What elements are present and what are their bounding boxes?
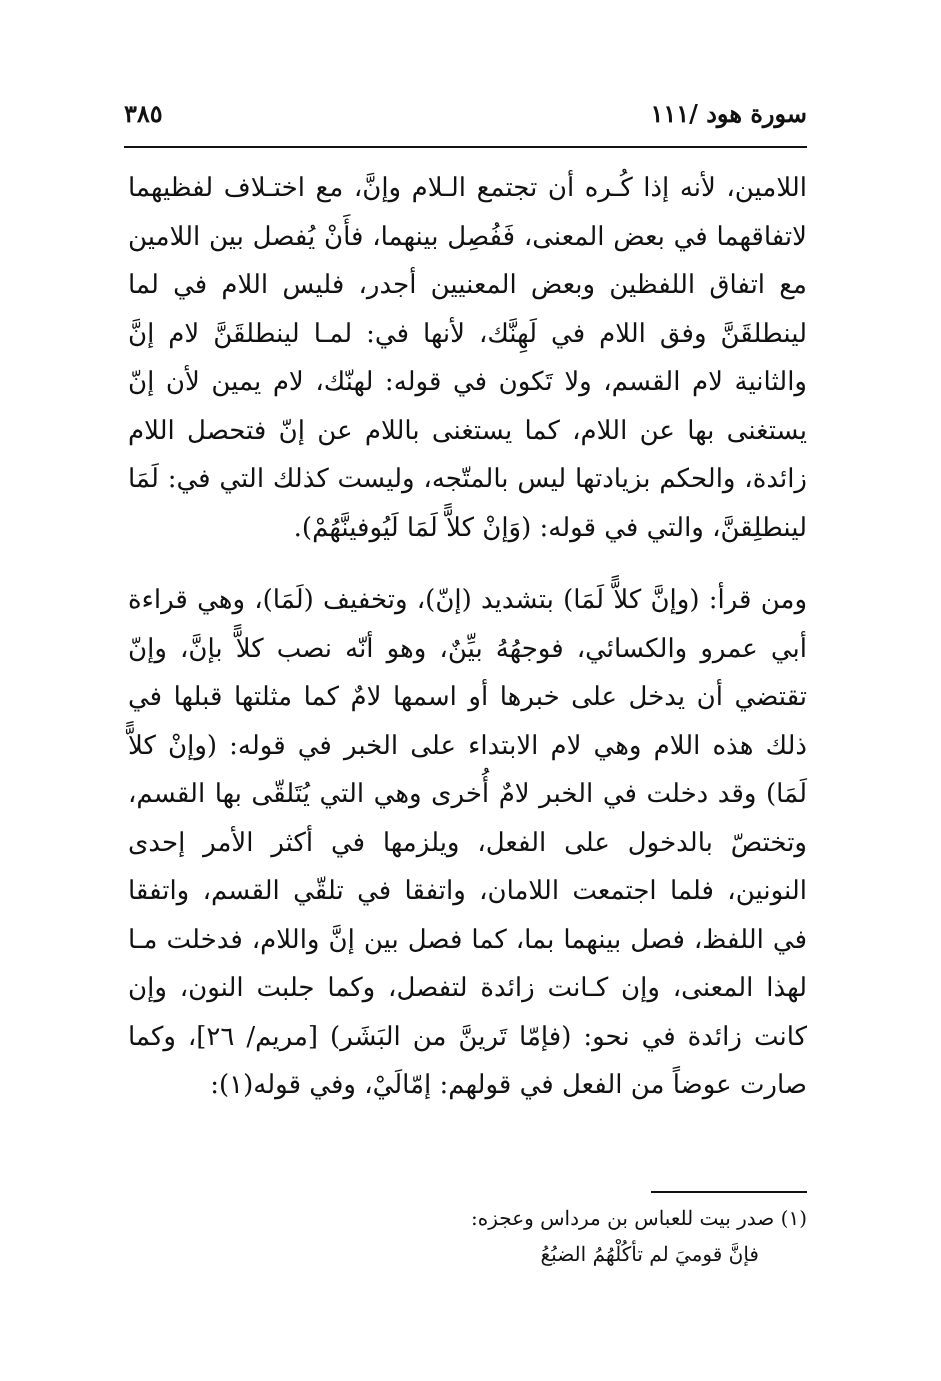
main-text bbox=[128, 164, 807, 1110]
footnote-verse: فإنَّ قوميَ لم تأكُلْهُمُ الضبُعُ bbox=[540, 1242, 759, 1266]
page-number: ٣٨٥ bbox=[124, 98, 163, 128]
page-header bbox=[124, 92, 807, 134]
footnote-text: (١) صدر بيت للعباس بن مرداس وعجزه: bbox=[471, 1206, 807, 1230]
footnote-block bbox=[128, 1200, 807, 1272]
header-divider bbox=[124, 146, 807, 148]
paragraph-1: اللامين، لأنه إذا كُـره أن تجتمع الـلام وإنَّ، مع اختـلاف لفظيهما لاتفاقهما في بعض المعنى، فَفُصِل بينهما، فأَنْ يُفصل بين اللامين مع اتفاق اللفظين وبعض المعنيين أجدر، فليس اللام في لما لينطلقَنَّ وفق اللام في لَهِنَّك، لأنها في: لمـا لينطلقَنَّ لام إنَّ والثانية لام القسم، ولا تَكون في قوله: لهنّك، لام يمين لأن إنّ يستغنى بها عن اللام، كما يستغنى باللام عن إنّ فتحصل اللام زائدة، والحكم بزيادتها ليس بالمتّجه، وليست كذلك التي في: لَمَا لينطلِقنَّ، والتي في قوله: (وَإنْ كلاًّ لَمَا لَيُوفينَّهُمْ). bbox=[128, 173, 807, 543]
chapter-heading: سورة هود /١١١ bbox=[650, 98, 807, 128]
footnote-divider bbox=[651, 1191, 807, 1193]
paragraph-2: ومن قرأ: (وإنَّ كلاًّ لَمَا) بتشديد (إنّ)، وتخفيف (لَمَا)، وهي قراءة أبي عمرو والكسائي، فوجهُهُ بيِّنٌ، وهو أنّه نصب كلاًّ بإنَّ، وإنّ تقتضي أن يدخل على خبرها أو اسمها لامٌ كما مثلتها قبلها في ذلك هذه اللام وهي لام الابتداء على الخبر في قوله: (وإنْ كلاًّ لَمَا) وقد دخلت في الخبر لامٌ أُخرى وهي التي يُتَلقّى بها القسم، وتختصّ بالدخول على الفعل، ويلزمها في أكثر الأمر إحدى النونين، فلما اجتمعت اللامان، واتفقا في تلقّي القسم، واتفقا في اللفظ، فصل بينهما بما، كما فصل بين إنَّ واللام، فدخلت مـا لهذا المعنى، وإن كـانت زائدة لتفصل، وكما جلبت النون، وإن كانت زائدة في نحو: (فإمّا تَرينَّ من البَشَر) [مريم/ ٢٦]، وكما صارت عوضاً من الفعل في قولهم: إمّالَيْ، وفي قوله(١): bbox=[128, 585, 808, 1100]
